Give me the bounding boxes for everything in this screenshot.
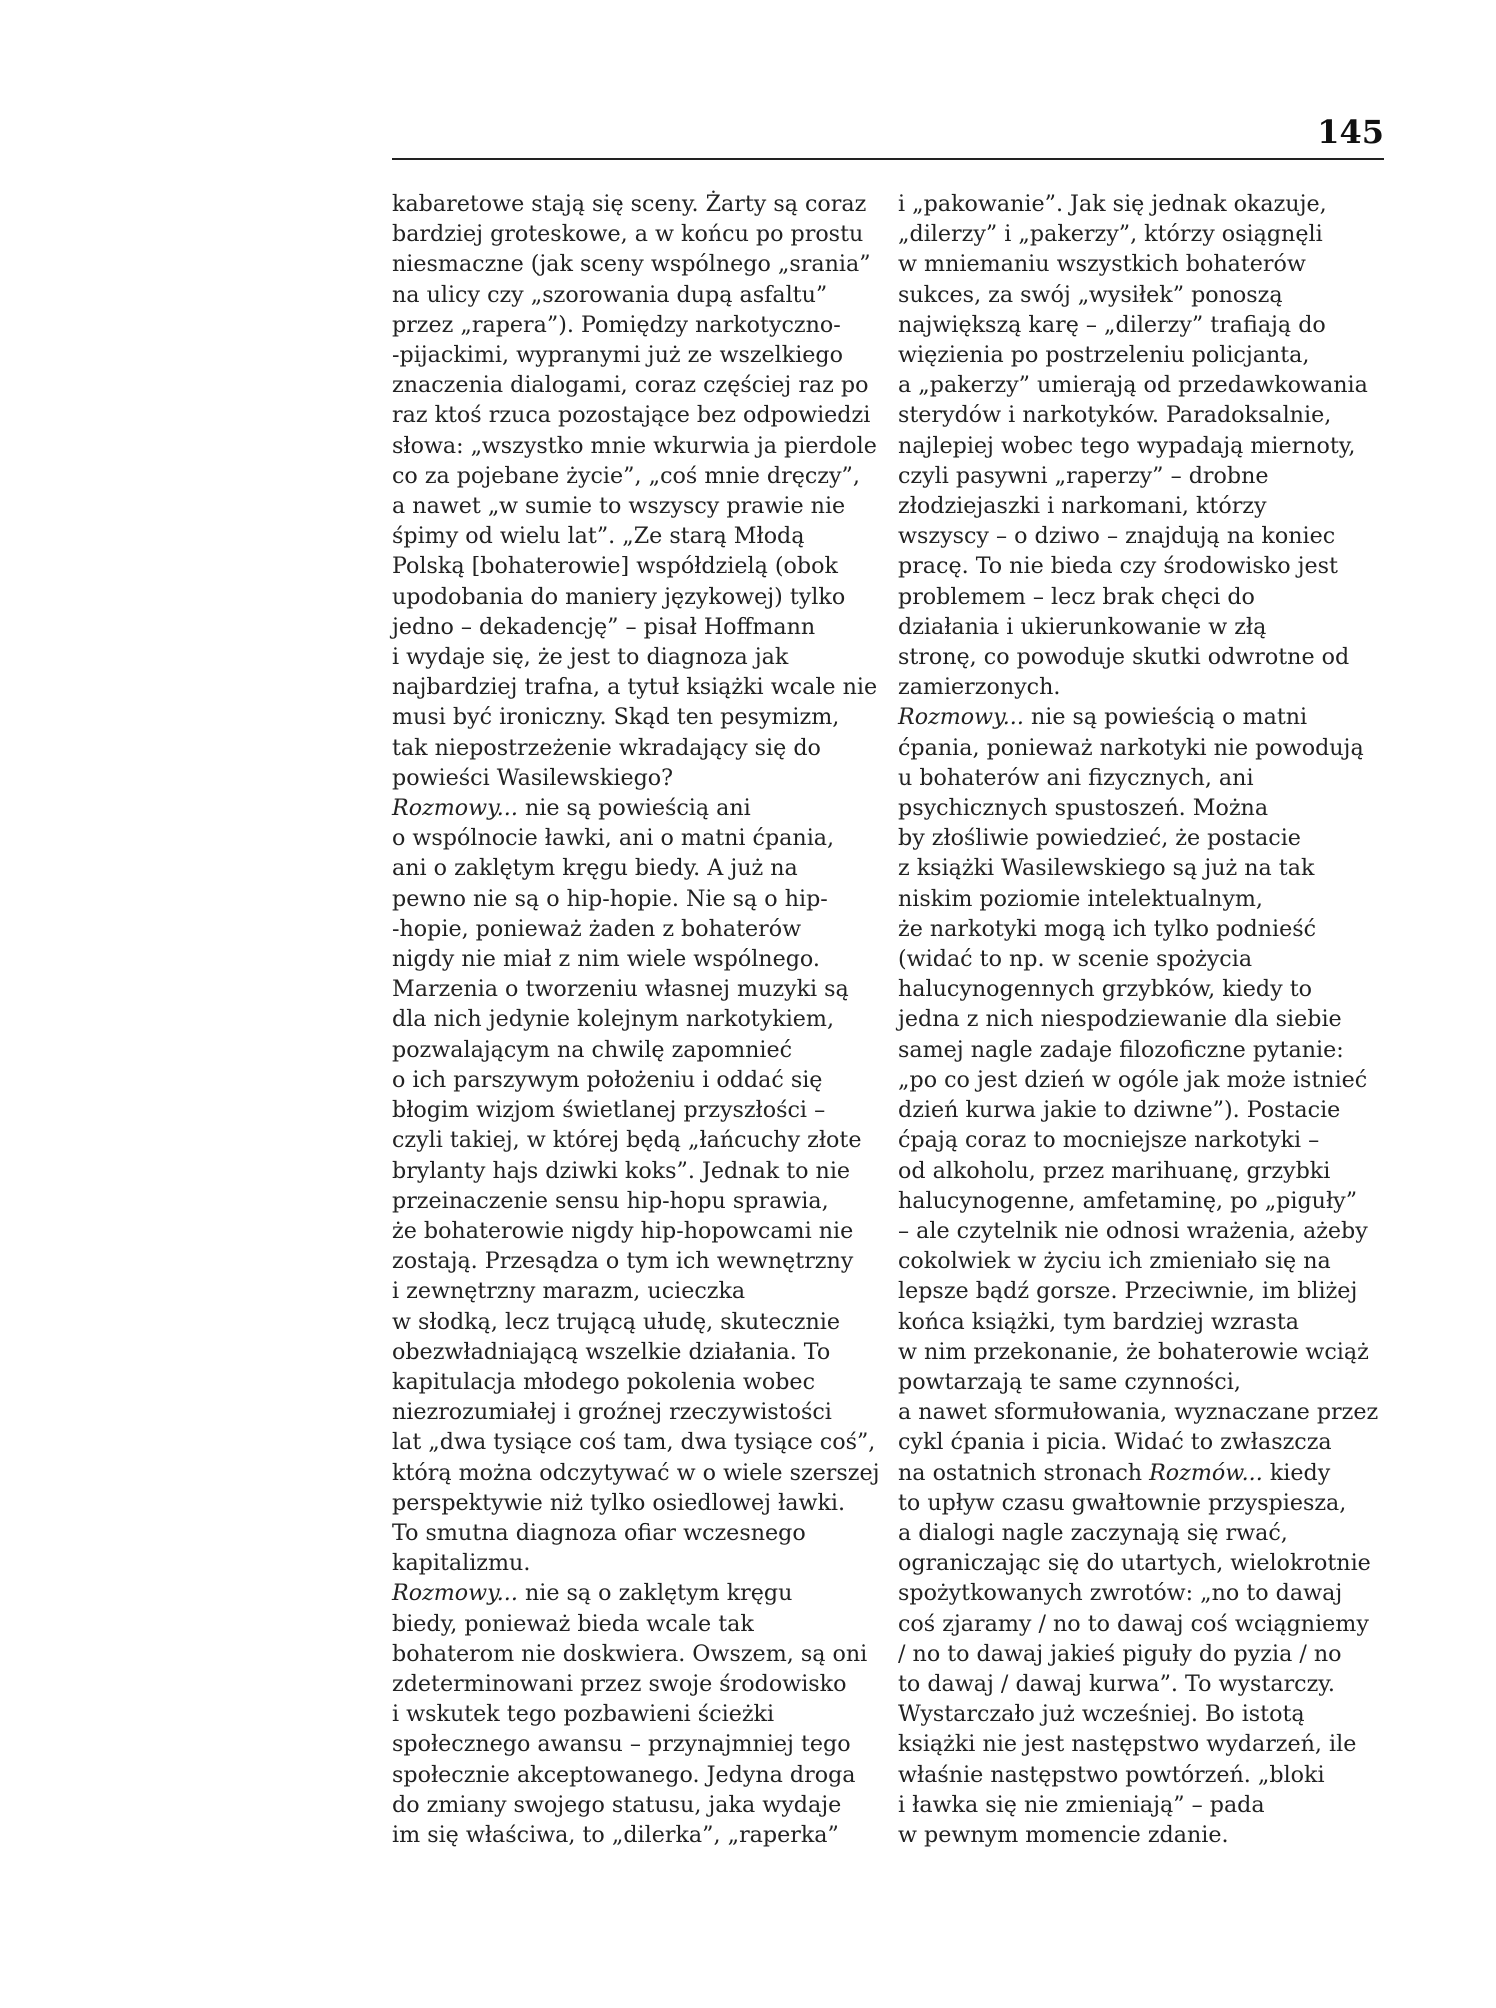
text-line: (widać to np. w scenie spożycia xyxy=(898,946,1253,973)
text-line: i wskutek tego pozbawieni ścieżki xyxy=(392,1701,775,1728)
text-line: jedno – dekadencję” – pisał Hoffmann xyxy=(392,613,816,640)
text-line: więzienia po postrzeleniu policjanta, xyxy=(898,342,1310,369)
text-line: ćpania, ponieważ narkotyki nie powodują xyxy=(898,734,1364,761)
text-line: samej nagle zadaje filozoficzne pytanie: xyxy=(898,1036,1344,1063)
text-line: do zmiany swojego statusu, jaka wydaje xyxy=(392,1791,842,1818)
text-line: przez „rapera”). Pomiędzy narkotyczno- xyxy=(392,311,841,338)
text-column-left xyxy=(392,189,880,1850)
text-line: tak niepostrzeżenie wkradający się do xyxy=(392,734,821,761)
text-line: właśnie następstwo powtórzeń. „bloki xyxy=(898,1761,1325,1788)
text-line: cykl ćpania i picia. Widać to zwłaszcza xyxy=(898,1429,1332,1456)
text-line: sterydów i narkotyków. Paradoksalnie, xyxy=(898,402,1332,429)
text-line: w słodką, lecz trującą ułudę, skutecznie xyxy=(392,1308,840,1335)
text-line: -pijackimi, wypranymi już ze wszelkiego xyxy=(392,342,843,369)
text-line: społecznie akceptowanego. Jedyna droga xyxy=(392,1761,856,1788)
text-line: sukces, za swój „wysiłek” ponoszą xyxy=(898,281,1283,308)
text-line: Wystarczało już wcześniej. Bo istotą xyxy=(898,1701,1305,1728)
text-line: bardziej groteskowe, a w końcu po prostu xyxy=(392,221,864,248)
text-line: „dilerzy” i „pakerzy”, którzy osiągnęli xyxy=(898,221,1323,248)
text-line: że bohaterowie nigdy hip-hopowcami nie xyxy=(392,1217,854,1244)
text-line: to dawaj / dawaj kurwa”. To wystarczy. xyxy=(898,1670,1335,1697)
text-line: „po co jest dzień w ogóle jak może istnieć xyxy=(898,1066,1368,1093)
text-line: z książki Wasilewskiego są już na tak xyxy=(898,855,1315,882)
text-line: powtarzają te same czynności, xyxy=(898,1368,1241,1395)
text-line: psychicznych spustoszeń. Można xyxy=(898,795,1269,822)
text-line: największą karę – „dilerzy” trafiają do xyxy=(898,311,1326,338)
text-line: raz ktoś rzuca pozostające bez odpowiedzi xyxy=(392,402,871,429)
text-line: musi być ironiczny. Skąd ten pesymizm, xyxy=(392,704,840,731)
text-line: Rozmowy... nie są powieścią o matni xyxy=(898,704,1308,731)
text-line: śpimy od wielu lat”. „Ze starą Młodą xyxy=(392,523,805,550)
text-line: co za pojebane życie”, „coś mnie dręczy”, xyxy=(392,462,860,489)
text-line: a nawet „w sumie to wszyscy prawie nie xyxy=(392,493,846,520)
text-line: niezrozumiałej i groźnej rzeczywistości xyxy=(392,1399,832,1426)
text-line: biedy, ponieważ bieda wcale tak xyxy=(392,1610,754,1637)
text-line: jedna z nich niespodziewanie dla siebie xyxy=(898,1006,1342,1033)
text-line: końca książki, tym bardziej wzrasta xyxy=(898,1308,1299,1335)
text-line: a dialogi nagle zaczynają się rwać, xyxy=(898,1519,1288,1546)
text-line: na ostatnich stronach Rozmów... kiedy xyxy=(898,1459,1331,1486)
text-line: lepsze bądź gorsze. Przeciwnie, im bliżej xyxy=(898,1278,1358,1305)
text-line: niskim poziomie intelektualnym, xyxy=(898,885,1263,912)
text-line: i ławka się nie zmieniają” – pada xyxy=(898,1791,1265,1818)
text-line: kabaretowe stają się sceny. Żarty są coraz xyxy=(392,191,867,217)
text-line: a nawet sformułowania, wyznaczane przez xyxy=(898,1399,1379,1426)
text-line: i wydaje się, że jest to diagnoza jak xyxy=(392,644,789,671)
text-line: nigdy nie miał z nim wiele wspólnego. xyxy=(392,946,820,973)
text-line: spożytkowanych zwrotów: „no to dawaj xyxy=(898,1580,1343,1607)
text-line: lat „dwa tysiące coś tam, dwa tysiące coś”, xyxy=(392,1429,876,1456)
text-line: Polską [bohaterowie] współdzielą (obok xyxy=(392,553,838,580)
text-line: w mniemaniu wszystkich bohaterów xyxy=(898,251,1306,278)
text-line: perspektywie niż tylko osiedlowej ławki. xyxy=(392,1489,846,1516)
text-line: by złośliwie powiedzieć, że postacie xyxy=(898,825,1301,852)
text-line: o ich parszywym położeniu i oddać się xyxy=(392,1066,823,1093)
text-line: najlepiej wobec tego wypadają miernoty, xyxy=(898,432,1356,459)
text-line: – ale czytelnik nie odnosi wrażenia, ażeby xyxy=(898,1217,1368,1244)
text-line: To smutna diagnoza ofiar wczesnego xyxy=(392,1519,806,1546)
text-line: kapitulacja młodego pokolenia wobec xyxy=(392,1368,815,1395)
text-line: którą można odczytywać w o wiele szerszej xyxy=(392,1459,880,1486)
text-line: czyli takiej, w której będą „łańcuchy złote xyxy=(392,1127,862,1154)
text-line: dzień kurwa jakie to dziwne”). Postacie xyxy=(898,1097,1341,1124)
text-line: niesmaczne (jak sceny wspólnego „srania” xyxy=(392,251,871,278)
text-line: powieści Wasilewskiego? xyxy=(392,764,674,791)
text-line: znaczenia dialogami, coraz częściej raz po xyxy=(392,372,869,399)
text-line: dla nich jedynie kolejnym narkotykiem, xyxy=(392,1006,835,1033)
text-line: pozwalającym na chwilę zapomnieć xyxy=(392,1036,793,1063)
text-line: Marzenia o tworzeniu własnej muzyki są xyxy=(392,976,849,1003)
text-line: a „pakerzy” umierają od przedawkowania xyxy=(898,372,1368,399)
text-line: ani o zaklętym kręgu biedy. A już na xyxy=(392,855,798,882)
text-line: cokolwiek w życiu ich zmieniało się na xyxy=(898,1248,1331,1275)
text-line: / no to dawaj jakieś piguły do pyzia / no xyxy=(898,1640,1342,1667)
text-line: i zewnętrzny marazm, ucieczka xyxy=(392,1278,746,1305)
text-line: czyli pasywni „raperzy” – drobne xyxy=(898,462,1269,489)
text-line: stronę, co powoduje skutki odwrotne od xyxy=(898,644,1350,671)
text-line: na ulicy czy „szorowania dupą asfaltu” xyxy=(392,281,828,308)
text-line: Rozmowy... nie są o zaklętym kręgu xyxy=(392,1580,793,1607)
text-line: książki nie jest następstwo wydarzeń, ile xyxy=(898,1731,1357,1758)
text-line: błogim wizjom świetlanej przyszłości – xyxy=(392,1097,826,1124)
text-line: upodobania do maniery językowej) tylko xyxy=(392,583,846,610)
text-line: o wspólnocie ławki, ani o matni ćpania, xyxy=(392,825,835,852)
text-line: działania i ukierunkowanie w złą xyxy=(898,613,1267,640)
text-line: społecznego awansu – przynajmniej tego xyxy=(392,1731,851,1758)
text-line: halucynogennych grzybków, kiedy to xyxy=(898,976,1312,1003)
text-line: ograniczając się do utartych, wielokrotnie xyxy=(898,1550,1371,1577)
text-line: brylanty hajs dziwki koks”. Jednak to nie xyxy=(392,1157,851,1184)
text-line: obezwładniającą wszelkie działania. To xyxy=(392,1338,831,1365)
text-line: -hopie, ponieważ żaden z bohaterów xyxy=(392,915,802,942)
text-line: wszyscy – o dziwo – znajdują na koniec xyxy=(898,523,1336,550)
text-line: coś zjaramy / no to dawaj coś wciągniemy xyxy=(898,1610,1369,1637)
text-line: zamierzonych. xyxy=(898,674,1061,701)
text-line: Rozmowy... nie są powieścią ani xyxy=(392,795,751,822)
text-line: u bohaterów ani fizycznych, ani xyxy=(898,764,1254,791)
text-line: od alkoholu, przez marihuanę, grzybki xyxy=(898,1157,1331,1184)
text-line: bohaterom nie doskwiera. Owszem, są oni xyxy=(392,1640,868,1667)
text-line: to upływ czasu gwałtownie przyspiesza, xyxy=(898,1489,1347,1516)
text-line: złodziejaszki i narkomani, którzy xyxy=(898,493,1267,520)
page-number: 145 xyxy=(1317,113,1384,151)
header-rule xyxy=(392,158,1384,160)
text-line: w nim przekonanie, że bohaterowie wciąż xyxy=(898,1338,1369,1365)
text-line: przeinaczenie sensu hip-hopu sprawia, xyxy=(392,1187,829,1214)
text-line: najbardziej trafna, a tytuł książki wcale nie xyxy=(392,674,878,701)
text-line: halucynogenne, amfetaminę, po „piguły” xyxy=(898,1187,1358,1214)
text-line: i „pakowanie”. Jak się jednak okazuje, xyxy=(898,191,1327,217)
text-line: zostają. Przesądza o tym ich wewnętrzny xyxy=(392,1248,854,1275)
text-line: pewno nie są o hip-hopie. Nie są o hip- xyxy=(392,885,828,912)
text-line: że narkotyki mogą ich tylko podnieść xyxy=(898,915,1317,942)
text-line: problemem – lecz brak chęci do xyxy=(898,583,1255,610)
text-column-right xyxy=(898,189,1379,1850)
text-line: w pewnym momencie zdanie. xyxy=(898,1821,1229,1848)
text-line: im się właściwa, to „dilerka”, „raperka” xyxy=(392,1821,839,1848)
text-line: kapitalizmu. xyxy=(392,1550,531,1577)
text-line: zdeterminowani przez swoje środowisko xyxy=(392,1670,847,1697)
text-line: ćpają coraz to mocniejsze narkotyki – xyxy=(898,1127,1320,1154)
text-line: słowa: „wszystko mnie wkurwia ja pierdole xyxy=(392,432,877,459)
text-line: pracę. To nie bieda czy środowisko jest xyxy=(898,553,1338,580)
